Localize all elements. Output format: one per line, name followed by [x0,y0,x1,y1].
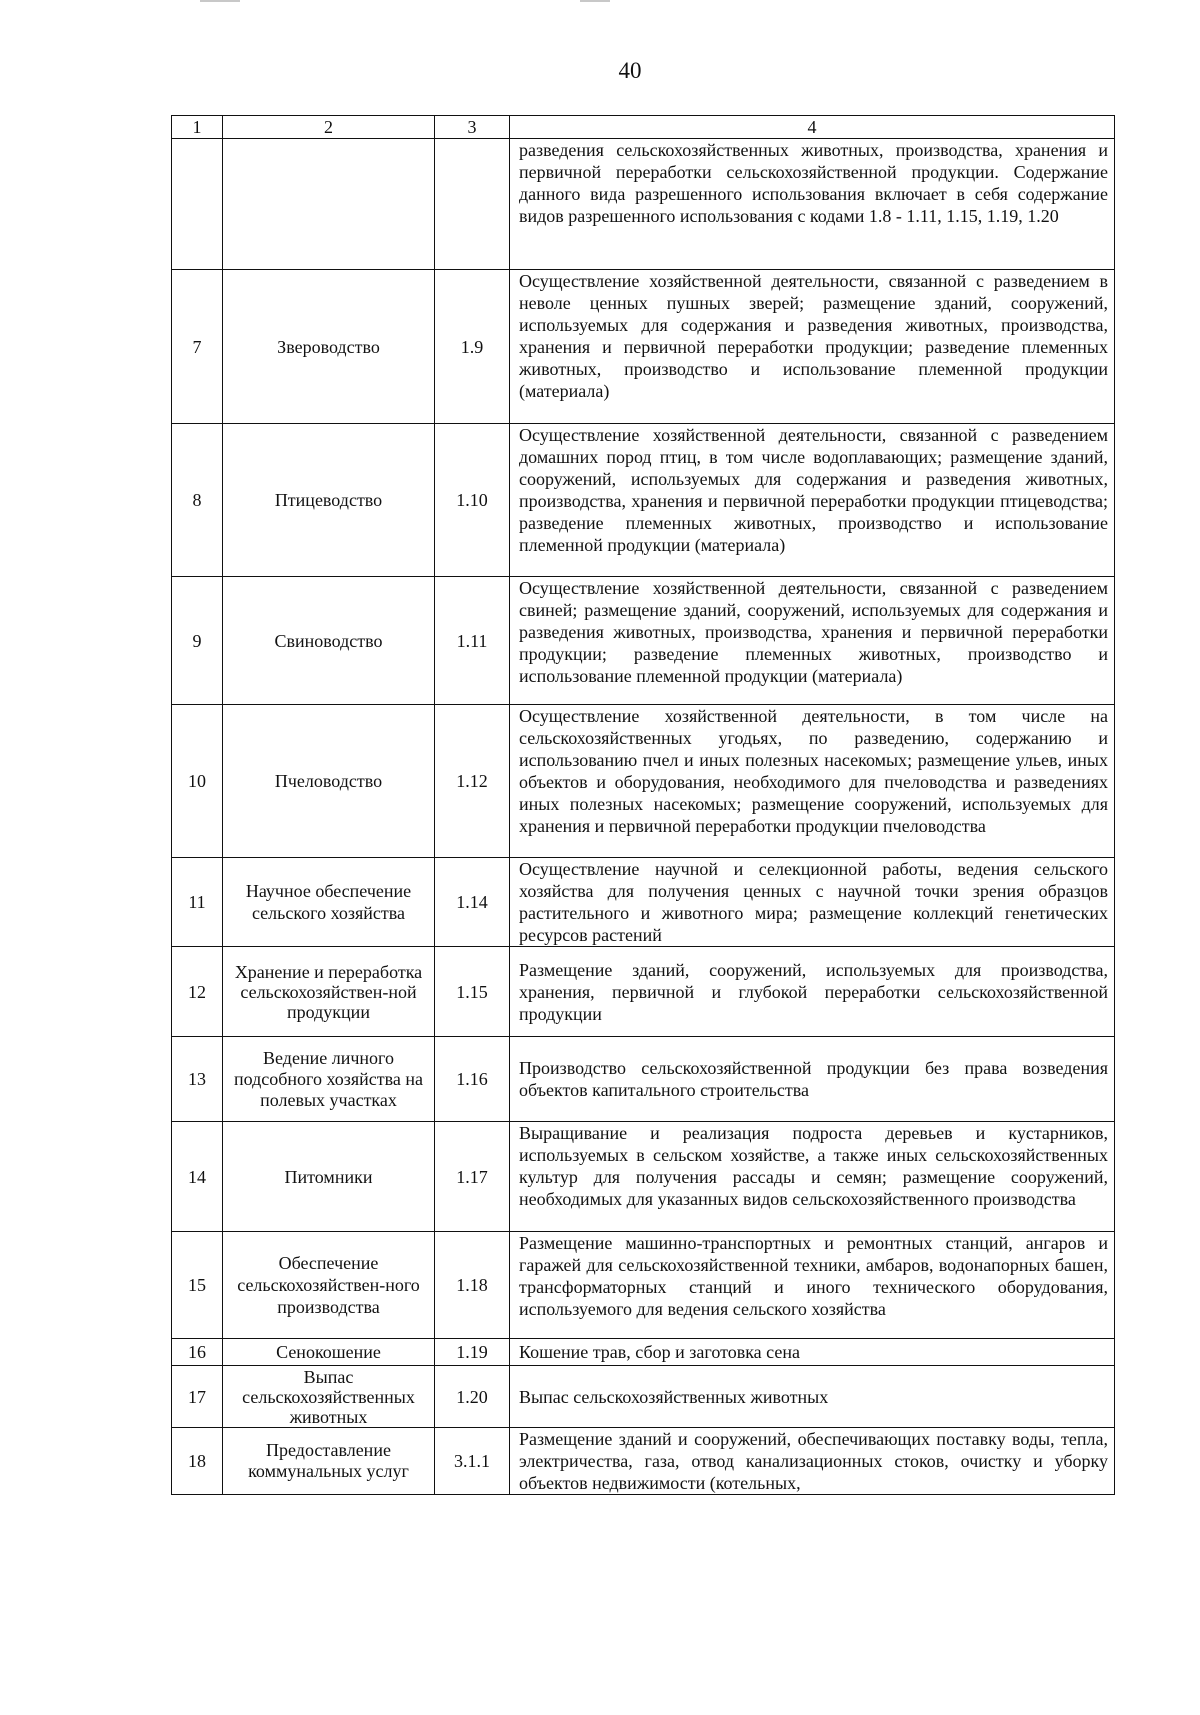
header-cell-1: 1 [172,116,223,139]
use-description: разведения сельскохозяйственных животных, производства, хранения и первичной переработки сельскохозяйственной продукции. Содержание данного вида разрешенного использования включает в себя содержание видов разрешенного использования с кодами 1.8 - 1.11, 1.15, 1.19, 1.20 [510,139,1115,270]
use-code: 1.17 [435,1122,510,1232]
use-description: Размещение зданий и сооружений, обеспечивающих поставку воды, тепла, электричества, газа, отвод канализационных стоков, очистку и уборку объектов недвижимости (котельных, [510,1428,1115,1495]
row-number: 16 [172,1339,223,1366]
table-row [172,139,1115,270]
use-name: Птицеводство [223,424,435,577]
table-row [172,1428,1115,1495]
use-name: Пчеловодство [223,705,435,858]
use-name: Свиноводство [223,577,435,705]
use-description: Осуществление научной и селекционной работы, ведения сельского хозяйства для получения ценных с научной точки зрения образцов растительного и животного мира; размещение коллекций генетических ресурсов растений [510,858,1115,947]
table-row [172,270,1115,424]
row-number: 10 [172,705,223,858]
use-description: Осуществление хозяйственной деятельности, связанной с разведением домашних пород птиц, в том числе водоплавающих; размещение зданий, сооружений, используемых для содержания и разведения животных, производства, хранения и первичной переработки продукции птицеводства; разведение племенных животных, производство и использование племенной продукции (материала) [510,424,1115,577]
use-code: 1.20 [435,1366,510,1428]
row-number: 11 [172,858,223,947]
use-code: 1.19 [435,1339,510,1366]
use-description: Производство сельскохозяйственной продукции без права возведения объектов капитального строительства [510,1037,1115,1122]
table-row [172,947,1115,1037]
header-cell-4: 4 [510,116,1115,139]
table-row [172,705,1115,858]
table-row [172,1122,1115,1232]
use-description: Осуществление хозяйственной деятельности, в том числе на сельскохозяйственных угодьях, по разведению, содержанию и использованию пчел и иных полезных насекомых; размещение ульев, иных объектов и оборудования, необходимого для пчеловодства и разведениях иных полезных насекомых; размещение сооружений, используемых для хранения и первичной переработки продукции пчеловодства [510,705,1115,858]
use-description: Размещение машинно-транспортных и ремонтных станций, ангаров и гаражей для сельскохозяйственной техники, амбаров, водонапорных башен, трансформаторных станций и иного технического оборудования, используемого для ведения сельского хозяйства [510,1232,1115,1339]
use-name: Сенокошение [223,1339,435,1366]
table-header-row [172,116,1115,139]
use-code: 1.18 [435,1232,510,1339]
table-row [172,858,1115,947]
use-description: Кошение трав, сбор и заготовка сена [510,1339,1115,1366]
table-row [172,577,1115,705]
table-row [172,1037,1115,1122]
use-name: Хранение и переработка сельскохозяйствен-ной продукции [223,947,435,1037]
row-number: 9 [172,577,223,705]
row-number: 14 [172,1122,223,1232]
use-description: Осуществление хозяйственной деятельности, связанной с разведением свиней; размещение зданий, сооружений, используемых для содержания и разведения животных, производства, хранения и первичной переработки продукции; разведение племенных животных, производство и использование племенной продукции (материала) [510,577,1115,705]
table-row [172,1232,1115,1339]
row-number: 8 [172,424,223,577]
use-name: Обеспечение сельскохозяйствен-ного производства [223,1232,435,1339]
row-number: 17 [172,1366,223,1428]
scan-artifact [580,0,610,2]
use-code: 3.1.1 [435,1428,510,1495]
row-number [172,139,223,270]
use-name [223,139,435,270]
use-name: Питомники [223,1122,435,1232]
table-row [172,424,1115,577]
header-cell-3: 3 [435,116,510,139]
use-name: Предоставление коммунальных услуг [223,1428,435,1495]
use-description: Размещение зданий, сооружений, используемых для производства, хранения, первичной и глубокой переработки сельскохозяйственной продукции [510,947,1115,1037]
use-code: 1.11 [435,577,510,705]
page-number: 40 [618,58,642,83]
row-number: 15 [172,1232,223,1339]
land-use-table [171,115,1115,1495]
row-number: 12 [172,947,223,1037]
use-code: 1.12 [435,705,510,858]
use-code: 1.10 [435,424,510,577]
use-code [435,139,510,270]
use-code: 1.14 [435,858,510,947]
row-number: 18 [172,1428,223,1495]
use-code: 1.15 [435,947,510,1037]
use-description: Осуществление хозяйственной деятельности, связанной с разведением в неволе ценных пушных зверей; размещение зданий, сооружений, используемых для содержания и разведения животных, производства, хранения и первичной переработки продукции; разведение племенных животных, производство и использование племенной продукции (материала) [510,270,1115,424]
use-code: 1.9 [435,270,510,424]
use-name: Выпас сельскохозяйственных животных [223,1366,435,1428]
use-name: Ведение личного подсобного хозяйства на полевых участках [223,1037,435,1122]
table-row [172,1366,1115,1428]
row-number: 7 [172,270,223,424]
header-cell-2: 2 [223,116,435,139]
use-code: 1.16 [435,1037,510,1122]
row-number: 13 [172,1037,223,1122]
use-name: Научное обеспечение сельского хозяйства [223,858,435,947]
scan-artifact [200,0,240,2]
use-name: Звероводство [223,270,435,424]
use-description: Выращивание и реализация подроста деревьев и кустарников, используемых в сельском хозяйстве, а также иных сельскохозяйственных культур для получения рассады и семян; размещение сооружений, необходимых для указанных видов сельскохозяйственного производства [510,1122,1115,1232]
table-row [172,1339,1115,1366]
use-description: Выпас сельскохозяйственных животных [510,1366,1115,1428]
